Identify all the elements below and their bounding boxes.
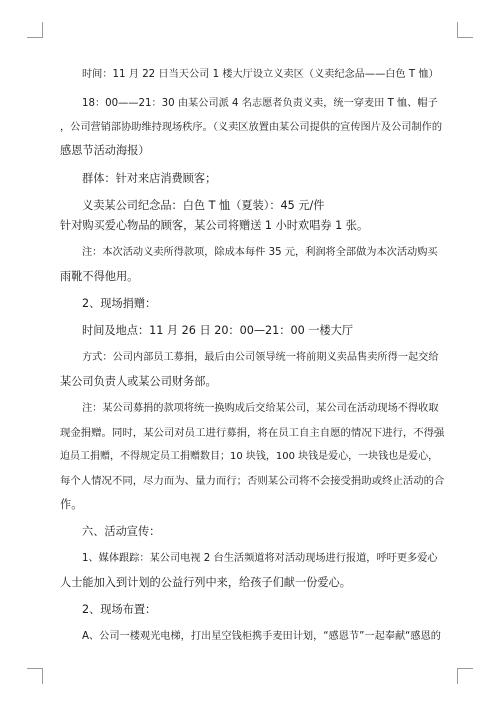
crop-mark-bottom-left-horizontal <box>27 668 43 669</box>
text-line: 方式：公司内部员工募捐，最后由公司领导统一将前期义卖品售卖所得一起交给 <box>82 352 439 363</box>
text-line: 每个人情况不同，尽力而为、量力而行；否则某公司将不会接受捐助或终止活动的合 <box>60 475 445 487</box>
text-line: A、公司一楼观光电梯，打出星空钱柜携手麦田计划，“感恩节”一起奉献“感恩的 <box>82 631 441 642</box>
crop-mark-top-right-vertical <box>457 22 458 38</box>
section-heading: 2、现场布置： <box>82 603 157 616</box>
section-heading: 2、现场捐赠： <box>82 297 157 310</box>
crop-mark-bottom-left-vertical <box>42 668 43 684</box>
text-line: ，公司营销部协助维持现场秩序。（义卖区放置由某公司提供的宣传图片及公司制作的 <box>60 122 443 133</box>
text-line: 人士能加入到计划的公益行列中来，给孩子们献一份爱心。 <box>60 576 351 589</box>
text-line: 群体：针对来店消费顾客； <box>82 172 217 185</box>
text-line: 现金捐赠。同时，某公司对员工进行募捐，将在员工自主自愿的情况下进行，不得强 <box>60 427 445 439</box>
crop-mark-bottom-right-vertical <box>457 668 458 684</box>
text-line: 迫员工捐赠，不得规定员工捐赠数目；10 块钱，100 块钱是爱心，一块钱也是爱心， <box>60 451 439 462</box>
text-line: 注：本次活动义卖所得款项，除成本每件 35 元，利润将全部做为本次活动购买 <box>82 247 438 258</box>
text-line: 作。 <box>60 498 83 511</box>
text-line: 时间及地点：11 月 26 日 20：00—21：00 一楼大厅 <box>82 324 354 337</box>
text-line: 1、媒体跟踪：某公司电视 2 台生活频道将对活动现场进行报道，呼吁更多爱心 <box>82 553 438 564</box>
text-line: 时间：11 月 22 日当天公司 1 楼大厅设立义卖区（义卖纪念品——白色 T 恤） <box>82 69 439 80</box>
section-heading: 六、活动宣传： <box>82 525 161 538</box>
crop-mark-top-left-horizontal <box>27 37 43 38</box>
text-line: 雨靴不得他用。 <box>60 270 139 283</box>
text-line: 18：00——21：30 由某公司派 4 名志愿者负责义卖，统一穿麦田 T 恤、帽子 <box>82 98 438 109</box>
text-line: 注：某公司募捐的款项将统一换购成后交给某公司，某公司在活动现场不得收取 <box>82 403 439 414</box>
crop-mark-top-right-horizontal <box>457 37 473 38</box>
text-line: 义卖某公司纪念品：白色 T 恤（夏装）：45 元/件 <box>82 199 325 212</box>
crop-mark-bottom-right-horizontal <box>457 668 473 669</box>
crop-mark-top-left-vertical <box>42 22 43 38</box>
text-line: 感恩节活动海报） <box>60 144 150 157</box>
text-line: 某公司负责人或某公司财务部。 <box>60 375 217 388</box>
text-line: 针对购买爱心物品的顾客，某公司将赠送 1 小时欢唱券 1 张。 <box>60 219 369 232</box>
